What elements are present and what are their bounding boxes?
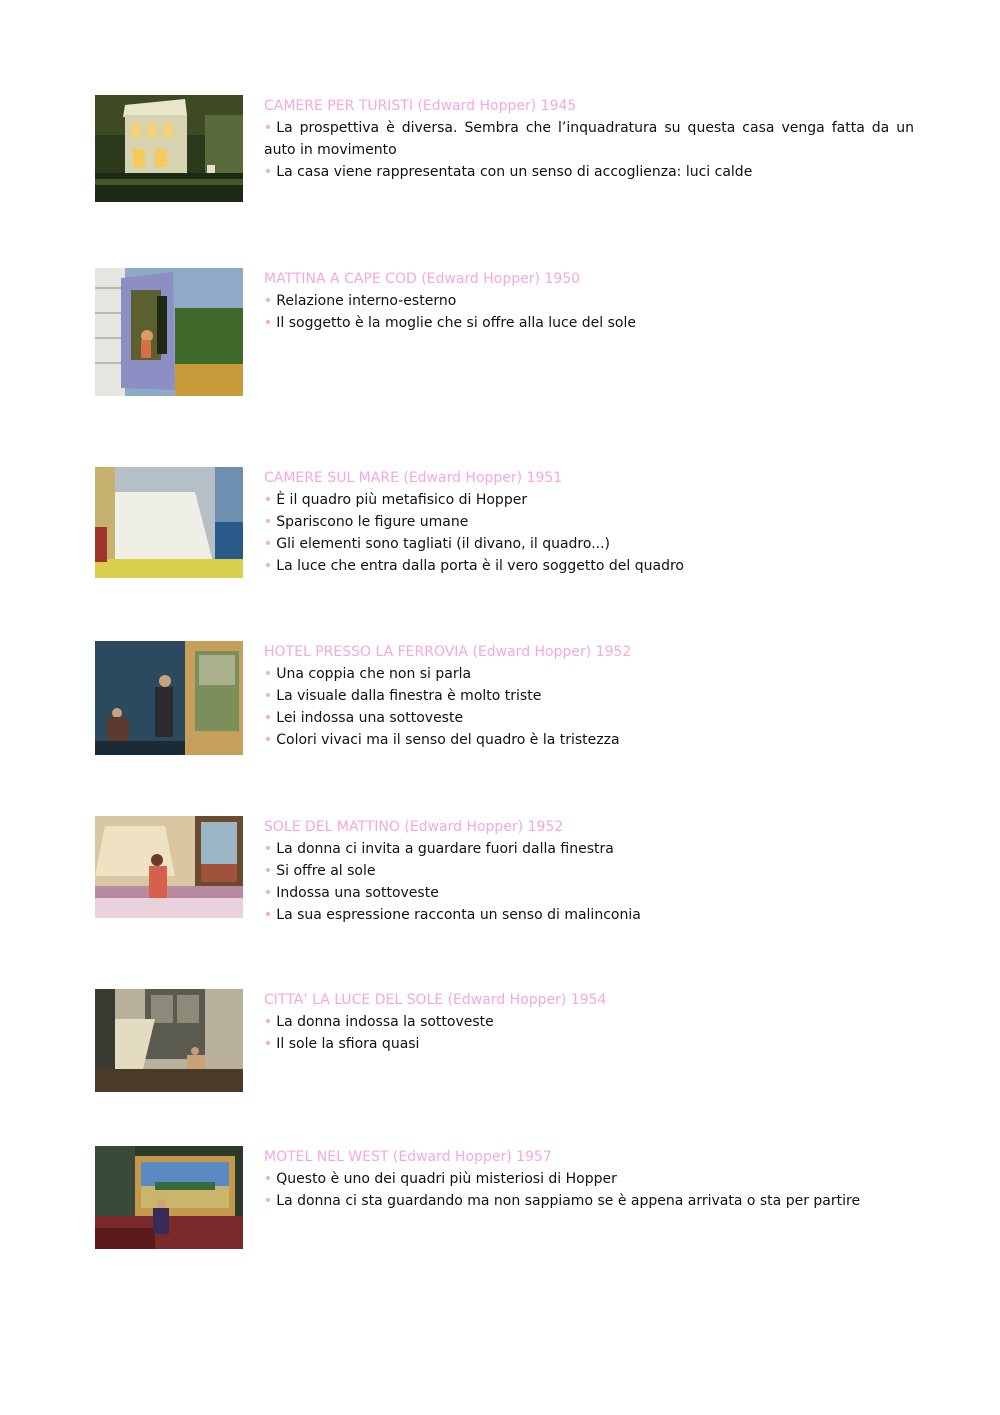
bullet-icon: •	[264, 907, 273, 923]
bullet-icon: •	[264, 666, 273, 682]
bullet-icon: •	[264, 315, 273, 331]
bullet-icon: •	[264, 492, 273, 508]
entry-title: CAMERE PER TURISTI (Edward Hopper) 1945	[264, 98, 577, 114]
bullet-line	[264, 663, 914, 685]
city-sunlight-image	[95, 989, 243, 1092]
bullet-line	[264, 117, 914, 161]
bullet-icon: •	[264, 1193, 273, 1209]
bullet-icon: •	[264, 863, 273, 879]
line-text: La donna indossa la sottoveste	[276, 1014, 494, 1030]
bullet-line	[264, 838, 914, 860]
bullet-icon: •	[264, 688, 273, 704]
line-text: Indossa una sottoveste	[276, 885, 439, 901]
bullet-icon: •	[264, 514, 273, 530]
bullet-icon: •	[264, 710, 273, 726]
entry-title: MOTEL NEL WEST (Edward Hopper) 1957	[264, 1149, 552, 1165]
line-text: La prospettiva è diversa. Sembra che l’inquadratura su questa casa venga fatta da un auto in movimento	[264, 120, 914, 158]
line-text: La luce che entra dalla porta è il vero soggetto del quadro	[276, 558, 684, 574]
line-text: Una coppia che non si parla	[276, 666, 472, 682]
line-text: La sua espressione racconta un senso di malinconia	[276, 907, 641, 923]
line-text: Il sole la sfiora quasi	[276, 1036, 420, 1052]
painting-thumbnail	[95, 268, 243, 396]
line-text: Colori vivaci ma il senso del quadro è la tristezza	[276, 732, 620, 748]
bullet-icon: •	[264, 732, 273, 748]
painting-thumbnail	[95, 989, 243, 1092]
entry-title: SOLE DEL MATTINO (Edward Hopper) 1952	[264, 819, 564, 835]
line-text: Il soggetto è la moglie che si offre alla luce del sole	[276, 315, 636, 331]
painting-thumbnail	[95, 1146, 243, 1249]
bullet-line	[264, 555, 914, 577]
line-text: Lei indossa una sottoveste	[276, 710, 464, 726]
painting-thumbnail	[95, 467, 243, 578]
bullet-line	[264, 904, 914, 926]
line-text: Si offre al sole	[276, 863, 376, 879]
painting-thumbnail	[95, 816, 243, 918]
bullet-icon: •	[264, 120, 273, 136]
bullet-icon: •	[264, 536, 273, 552]
bullet-line	[264, 161, 914, 183]
painting-thumbnail	[95, 95, 243, 202]
line-text: La donna ci sta guardando ma non sappiamo se è appena arrivata o sta per partire	[276, 1193, 861, 1209]
bullet-icon: •	[264, 164, 273, 180]
bullet-icon: •	[264, 293, 273, 309]
bullet-icon: •	[264, 558, 273, 574]
bullet-icon: •	[264, 1014, 273, 1030]
line-text: La donna ci invita a guardare fuori dalla finestra	[276, 841, 614, 857]
cape-cod-morning-image	[95, 268, 243, 396]
bullet-icon: •	[264, 1171, 273, 1187]
bullet-line	[264, 290, 914, 312]
line-text: Gli elementi sono tagliati (il divano, il quadro...)	[276, 536, 611, 552]
line-text: La casa viene rappresentata con un senso di accoglienza: luci calde	[276, 164, 753, 180]
bullet-line	[264, 685, 914, 707]
bullet-line	[264, 1168, 914, 1190]
bullet-line	[264, 1011, 914, 1033]
line-text: È il quadro più metafisico di Hopper	[276, 492, 528, 508]
entry-title: CITTA’ LA LUCE DEL SOLE (Edward Hopper) 1954	[264, 992, 607, 1008]
bullet-line	[264, 860, 914, 882]
bullet-line	[264, 1033, 914, 1055]
bullet-line	[264, 882, 914, 904]
bullet-icon: •	[264, 1036, 273, 1052]
western-motel-image	[95, 1146, 243, 1249]
bullet-line	[264, 533, 914, 555]
bullet-icon: •	[264, 885, 273, 901]
bullet-line	[264, 511, 914, 533]
painting-thumbnail	[95, 641, 243, 755]
line-text: La visuale dalla finestra è molto triste	[276, 688, 542, 704]
line-text: Relazione interno-esterno	[276, 293, 457, 309]
line-text: Questo è uno dei quadri più misteriosi di Hopper	[276, 1171, 617, 1187]
morning-sun-image	[95, 816, 243, 918]
bullet-icon: •	[264, 841, 273, 857]
rooms-for-tourists-image	[95, 95, 243, 202]
rooms-by-the-sea-image	[95, 467, 243, 578]
bullet-line	[264, 312, 914, 334]
entry-title: HOTEL PRESSO LA FERROVIA (Edward Hopper) 1952	[264, 644, 632, 660]
bullet-line	[264, 707, 914, 729]
bullet-line	[264, 729, 914, 751]
entry-title: MATTINA A CAPE COD (Edward Hopper) 1950	[264, 271, 581, 287]
bullet-line	[264, 489, 914, 511]
entry-title: CAMERE SUL MARE (Edward Hopper) 1951	[264, 470, 563, 486]
line-text: Spariscono le figure umane	[276, 514, 469, 530]
hotel-by-a-railroad-image	[95, 641, 243, 755]
bullet-line	[264, 1190, 914, 1212]
